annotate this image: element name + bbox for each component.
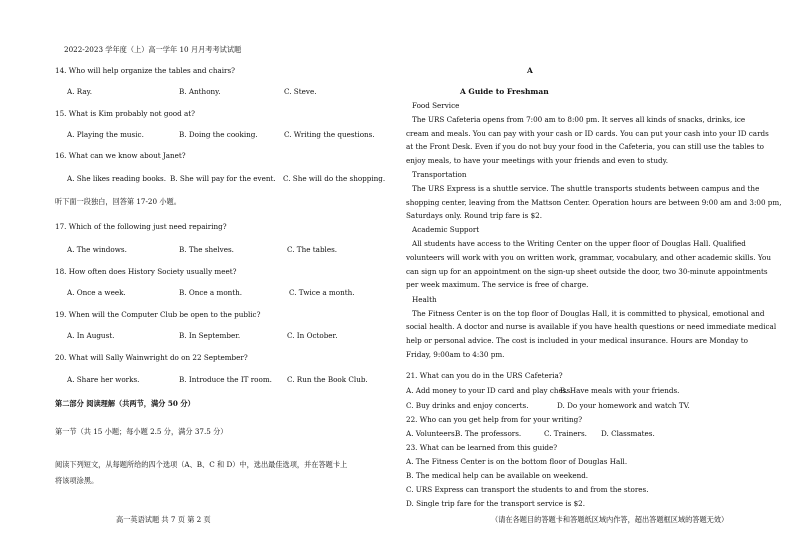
q15-option-c: C. Writing the questions. [284, 130, 375, 139]
passage-line: The URS Cafeteria opens from 7:00 am to 8:00 pm. It serves all kinds of snacks, drinks, ice [412, 115, 746, 124]
q17-option-a: A. The windows. [67, 245, 127, 254]
q23-option-a: A. The Fitness Center is on the bottom floor of Douglas Hall. [406, 457, 628, 466]
passage-line: volunteers will work with you on written work, grammar, vocabulary, and other academic skills. You [406, 253, 771, 262]
q17-option-c: C. The tables. [287, 245, 338, 254]
heading-food-service: Food Service [412, 101, 460, 110]
passage-letter: A [527, 66, 533, 75]
exam-header-title: 2022-2023 学年度（上）高一学年 10 月月考考试试题 [64, 45, 242, 54]
q18-option-b: B. Once a month. [179, 288, 243, 297]
q21-option-d: D. Do your homework and watch TV. [557, 401, 690, 410]
q15-option-b: B. Doing the cooking. [179, 130, 258, 139]
q14-option-a: A. Ray. [67, 87, 93, 96]
q22-option-c: C. Trainers. [544, 429, 587, 438]
reading-instruction-line1: 阅读下列短文，从每题所给的四个选项（A、B、C 和 D）中，选出最佳选项，并在答题卡上 [55, 460, 348, 469]
passage-line: shopping center, leaving from the Mattson Center. Operation hours are between 9:00 am and 3:00 pm, [406, 198, 782, 207]
q19-option-c: C. In October. [287, 331, 338, 340]
q22-option-b: B. The professors. [455, 429, 522, 438]
question-15: 15. What is Kim probably not good at? [55, 109, 196, 118]
q20-option-a: A. Share her works. [67, 375, 140, 384]
q16-option-b: B. She will pay for the event. [170, 174, 276, 183]
q23-option-d: D. Single trip fare for the transport service is $2. [406, 499, 586, 508]
passage-line: Friday, 9:00am to 4:30 pm. [406, 350, 505, 359]
heading-academic-support: Academic Support [412, 225, 480, 234]
passage-line: help or personal advice. The cost is included in your medical insurance. Hours are Monday to [406, 336, 748, 345]
question-18: 18. How often does History Society usually meet? [55, 267, 237, 276]
q21-option-c: C. Buy drinks and enjoy concerts. [406, 401, 529, 410]
q22-option-d: D. Classmates. [601, 429, 655, 438]
q23-option-b: B. The medical help can be available on weekend. [406, 471, 589, 480]
q20-option-b: B. Introduce the IT room. [179, 375, 272, 384]
q14-option-c: C. Steve. [284, 87, 317, 96]
q15-option-a: A. Playing the music. [67, 130, 144, 139]
question-21: 21. What can you do in the URS Cafeteria? [406, 371, 563, 380]
passage-line: All students have access to the Writing Center on the upper floor of Douglas Hall. Qualified [412, 239, 746, 248]
page-footer-right: （请在各题目的答题卡和答题纸区域内作答，超出答题框区域的答题无效） [491, 515, 729, 524]
passage-line: per week maximum. The service is free of charge. [406, 280, 589, 289]
question-20: 20. What will Sally Wainwright do on 22 September? [55, 353, 248, 362]
question-14: 14. Who will help organize the tables and chairs? [55, 66, 236, 75]
question-23: 23. What can be learned from this guide? [406, 443, 558, 452]
section-one-heading: 第一节（共 15 小题；每小题 2.5 分，满分 37.5 分） [55, 427, 228, 436]
question-22: 22. Who can you get help from for your writing? [406, 415, 583, 424]
passage-line: cream and meals. You can pay with your cash or ID cards. You can put your cash into your ID cards [406, 129, 769, 138]
right-column [397, 0, 794, 560]
heading-transportation: Transportation [412, 170, 467, 179]
passage-line: The URS Express is a shuttle service. The shuttle transports students between campus and the [412, 184, 760, 193]
listening-instruction: 听下面一段独白，回答第 17-20 小题。 [55, 197, 181, 206]
q14-option-b: B. Anthony. [179, 87, 221, 96]
passage-line: The Fitness Center is on the top floor of Douglas Hall, it is committed to physical, emotional and [412, 309, 765, 318]
q23-option-c: C. URS Express can transport the students to and from the stores. [406, 485, 649, 494]
page-footer-left: 高一英语试题 共 7 页 第 2 页 [116, 515, 211, 524]
q21-option-a: A. Add money to your ID card and play chess. [406, 386, 573, 395]
q21-option-b: B. Have meals with your friends. [560, 386, 680, 395]
passage-line: can sign up for an appointment on the sign-up sheet outside the door, two 30-minute appointments [406, 267, 768, 276]
question-16: 16. What can we know about Janet? [55, 151, 186, 160]
q18-option-a: A. Once a week. [67, 288, 126, 297]
q17-option-b: B. The shelves. [179, 245, 234, 254]
q20-option-c: C. Run the Book Club. [287, 375, 368, 384]
passage-line: at the Front Desk. Even if you do not buy your food in the Cafeteria, you can still use the tables to [406, 142, 764, 151]
passage-line: enjoy meals, to have your meetings with your friends and even to study. [406, 156, 668, 165]
passage-title: A Guide to Freshman [460, 87, 549, 96]
reading-instruction-line2: 将该项涂黑。 [55, 476, 99, 485]
q18-option-c: C. Twice a month. [289, 288, 355, 297]
question-19: 19. When will the Computer Club be open to the public? [55, 310, 261, 319]
passage-line: social health. A doctor and nurse is available if you have health questions or need immediate medical [406, 322, 777, 331]
q16-option-c: C. She will do the shopping. [283, 174, 386, 183]
q22-option-a: A. Volunteers. [406, 429, 457, 438]
part-two-heading: 第二部分 阅读理解（共两节，满分 50 分） [55, 399, 195, 408]
passage-line: Saturdays only. Round trip fare is $2. [406, 211, 543, 220]
question-17: 17. Which of the following just need repairing? [55, 222, 227, 231]
q16-option-a: A. She likes reading books. [67, 174, 167, 183]
q19-option-a: A. In August. [67, 331, 115, 340]
heading-health: Health [412, 295, 437, 304]
q19-option-b: B. In September. [179, 331, 241, 340]
